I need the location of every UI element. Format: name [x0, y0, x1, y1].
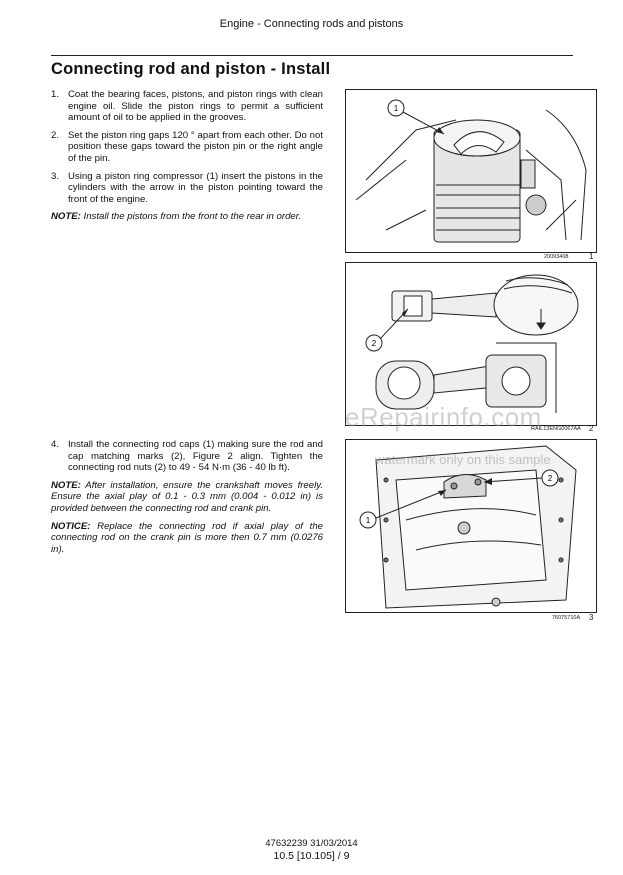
note-text: After installation, ensure the crankshaft moves freely. Ensure the axial play of 0.1 - 0.3 mm (0.004 - 0.012 in) is provided between the connecting rod and crank pin. — [51, 479, 323, 514]
note-install-order — [51, 211, 323, 223]
callout-number: 1 — [365, 516, 371, 525]
note-label: NOTE: — [51, 211, 81, 223]
step-text: Using a piston ring compressor (1) insert the pistons in the cylinders with the arrow in the piston pointing toward the front of the engine. — [68, 170, 323, 205]
notice-replace-rod — [51, 521, 323, 556]
figure-number: 1 — [589, 252, 594, 261]
page-header: Engine - Connecting rods and pistons — [219, 18, 404, 30]
notice-text: Replace the connecting rod if axial play of the connecting rod on the crank pin is more then 0.7 mm (0.0276 in). — [51, 520, 323, 555]
step-2 — [51, 130, 323, 165]
step-4 — [51, 439, 323, 474]
connecting-rod-illustration — [346, 263, 596, 425]
watermark-sub: watermark only on this sample — [375, 452, 551, 467]
step-text: Install the connecting rod caps (1) making sure the rod and cap matching marks (2), Figure 2 align. Tighten the connecting rod nuts (2) to 49 - 54 N·m (36 - 40 lb ft). — [68, 439, 323, 474]
callout-number: 1 — [393, 104, 399, 113]
watermark-main: eRepairinfo.com — [345, 402, 542, 432]
instructions-block-a — [51, 89, 323, 229]
piston-compressor-illustration — [346, 90, 596, 252]
callout-number: 2 — [547, 474, 553, 483]
note-label: NOTE: — [51, 479, 81, 491]
instructions-block-b — [51, 439, 323, 561]
page-title: Connecting rod and piston - Install — [51, 60, 331, 78]
figure-code: RAIL13ENG0067AA — [531, 426, 581, 432]
figure-number: 3 — [589, 613, 594, 622]
figure-code: 20093408 — [544, 254, 569, 260]
footer-doc-id: 47632239 31/03/2014 — [265, 838, 358, 849]
figure-code: 76075710A — [552, 615, 581, 621]
notice-label: NOTICE: — [51, 520, 91, 532]
figure-number: 2 — [589, 424, 594, 433]
note-axial-play — [51, 480, 323, 515]
step-number: 4. — [51, 439, 60, 450]
step-text: Coat the bearing faces, pistons, and piston rings with clean engine oil. Slide the piston rings to permit a sufficient amount of oil to be applied in the grooves. — [68, 89, 323, 124]
callout-number: 2 — [371, 339, 377, 348]
title-rule — [51, 55, 573, 56]
step-number: 2. — [51, 129, 60, 141]
step-number: 1. — [51, 89, 60, 100]
step-text: Set the piston ring gaps 120 ° apart from each other. Do not position these gaps toward the piston pin or the right angle of the pin. — [68, 129, 323, 164]
step-1 — [51, 89, 323, 124]
footer-page-number: 10.5 [10.105] / 9 — [273, 850, 350, 862]
figure-1-piston-compressor — [345, 89, 597, 253]
note-text: Install the pistons from the front to the rear in order. — [80, 211, 302, 223]
step-number: 3. — [51, 170, 60, 182]
step-3 — [51, 171, 323, 206]
